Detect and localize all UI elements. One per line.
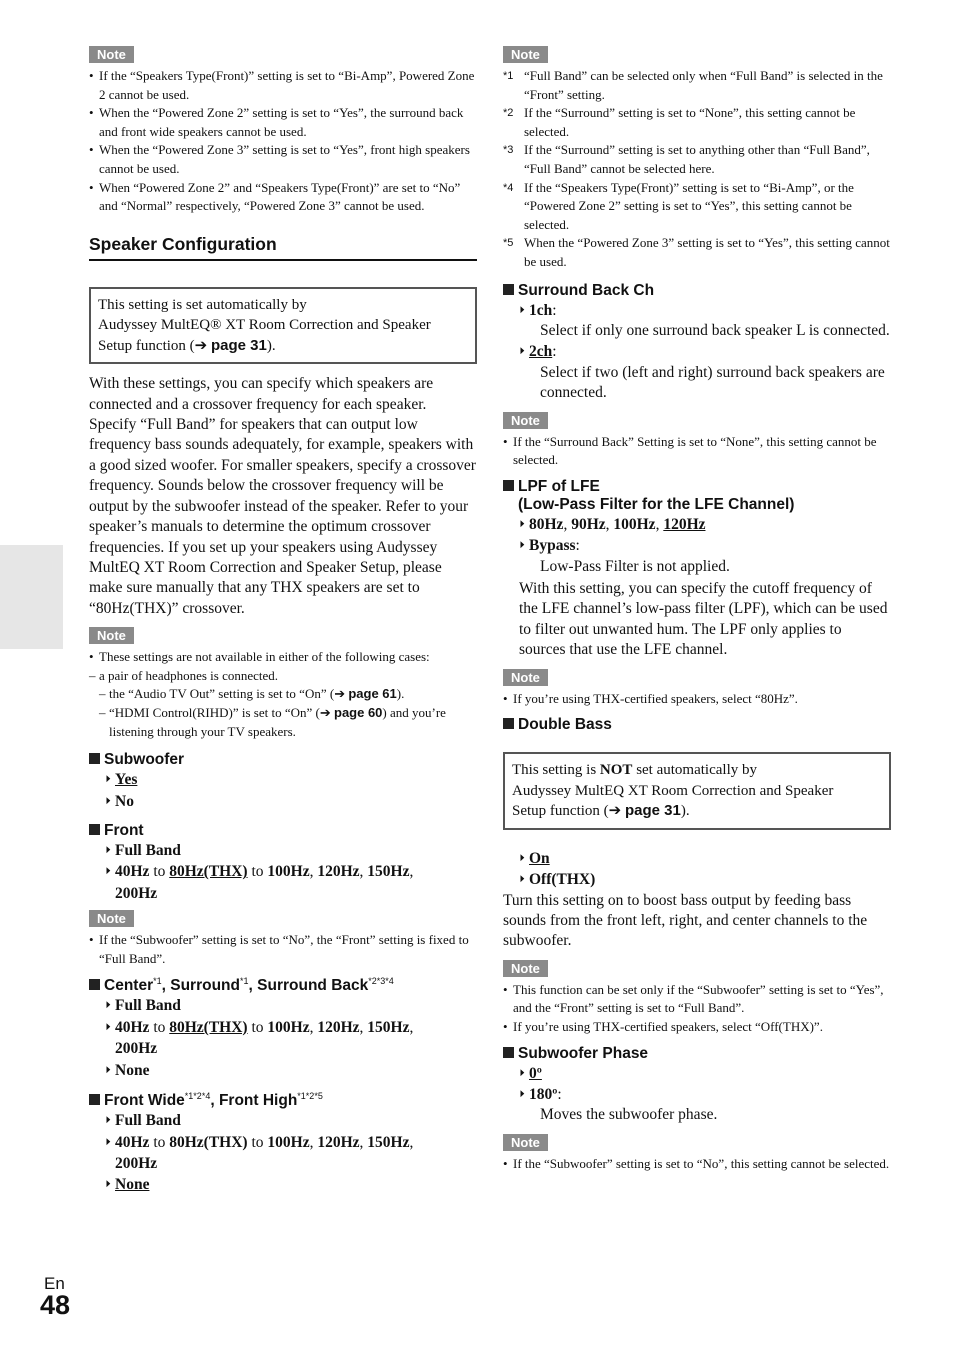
option-label: None bbox=[115, 1061, 150, 1079]
note-list bbox=[89, 931, 477, 968]
option-label: On bbox=[529, 849, 550, 867]
footnote-item bbox=[503, 67, 891, 104]
case-text: “HDMI Control(RIHD)” is set to “On” ( bbox=[109, 704, 320, 720]
box-text: Setup function ( bbox=[98, 337, 195, 354]
footnote-marker: *2 bbox=[503, 107, 514, 120]
box-line bbox=[512, 801, 883, 822]
box-text: This setting is bbox=[512, 762, 600, 779]
lpf-description: With this setting, you can specify the cutoff frequency of the LFE channel’s low-pass filter (LPF), which can be used to filter out unwanted hum. The LPF only applies to sources that use the LFE channel. bbox=[519, 579, 888, 659]
note-item: • These settings are not available in either of the following cases: bbox=[89, 648, 477, 667]
option-label: 200Hz bbox=[115, 1040, 158, 1058]
option-label: 40Hz bbox=[115, 1133, 150, 1151]
note-label: Note bbox=[89, 627, 134, 644]
footnote-item bbox=[503, 104, 891, 141]
heading-text: Surround bbox=[170, 977, 240, 995]
page-reference-link[interactable]: page 31 bbox=[210, 336, 267, 354]
note-item: • This function can be set only if the “Subwoofer” setting is set to “Yes”, and the “Front” setting is set to “Full Band”. bbox=[503, 981, 891, 1018]
option-full-band bbox=[89, 840, 477, 861]
option-180-degrees: ▶ 180º: bbox=[503, 1084, 891, 1105]
page-reference-link[interactable]: page 60 bbox=[334, 704, 383, 720]
option-frequency-range: ▶ 40Hz to 80Hz(THX) to 100Hz, 120Hz, 150Hz, 200Hz bbox=[89, 1017, 477, 1060]
option-label: 100Hz bbox=[613, 515, 656, 533]
square-bullet-icon bbox=[503, 284, 514, 295]
note-list bbox=[503, 690, 891, 709]
option-off-thx bbox=[503, 869, 891, 890]
option-label: 200Hz bbox=[115, 884, 158, 902]
option-label: 100Hz bbox=[267, 1018, 310, 1036]
option-on bbox=[503, 848, 891, 869]
option-description: Select if two (left and right) surround back speakers are connected. bbox=[540, 363, 885, 402]
double-bass-description: Turn this setting on to boost bass output by feeding bass sounds from the front left, right, and center channels to the subwoofer. bbox=[503, 891, 868, 950]
note-list bbox=[503, 981, 891, 1037]
note-list bbox=[503, 1155, 891, 1174]
option-connector: to bbox=[251, 1133, 264, 1151]
footnote-list bbox=[503, 67, 891, 272]
note-label: Note bbox=[89, 910, 134, 927]
page-language: En bbox=[44, 1274, 65, 1293]
auto-setting-box bbox=[89, 287, 477, 365]
footnote-item bbox=[503, 141, 891, 178]
option-frequency-range: ▶ 40Hz to 80Hz(THX) to 100Hz, 120Hz, 150Hz, 200Hz bbox=[89, 861, 477, 904]
case-text: the “Audio TV Out” setting is set to “On” ( bbox=[109, 686, 335, 702]
option-label: 80Hz(THX) bbox=[169, 863, 248, 881]
note-case: – a pair of headphones is connected. bbox=[89, 667, 477, 686]
option-connector: to bbox=[153, 1018, 166, 1036]
heading-text: Surround Back bbox=[257, 977, 369, 995]
front-heading bbox=[89, 822, 477, 840]
footnote-marker: *1 bbox=[240, 976, 249, 987]
footnote-marker: *4 bbox=[503, 181, 514, 194]
subwoofer-phase-heading bbox=[503, 1045, 891, 1063]
option-connector: to bbox=[153, 1133, 166, 1151]
square-bullet-icon bbox=[89, 753, 100, 764]
option-label: 150Hz bbox=[367, 863, 410, 881]
note-label: Note bbox=[89, 46, 134, 63]
page-reference-link[interactable]: page 31 bbox=[624, 802, 681, 820]
footnote-marker: *3 bbox=[503, 144, 514, 157]
heading-text: Double Bass bbox=[518, 716, 612, 734]
option-frequency-list: ▶ 80Hz, 90Hz, 100Hz, 120Hz bbox=[503, 514, 891, 535]
box-text: Setup function ( bbox=[512, 803, 609, 820]
note-case bbox=[89, 685, 477, 704]
footnote-marker: *1*2*4 bbox=[184, 1091, 211, 1102]
box-emphasis: NOT bbox=[599, 762, 633, 779]
footnote-marker: *1 bbox=[153, 976, 162, 987]
note-item: • If you’re using THX-certified speakers, select “Off(THX)”. bbox=[503, 1018, 891, 1037]
side-tab bbox=[0, 545, 63, 649]
option-label: Yes bbox=[115, 771, 138, 789]
double-bass-heading bbox=[503, 716, 891, 734]
option-label: 40Hz bbox=[115, 1018, 150, 1036]
option-label: 100Hz bbox=[267, 1133, 310, 1151]
option-label: 180º bbox=[529, 1085, 558, 1103]
footnote-marker: *2*3*4 bbox=[368, 976, 394, 987]
footnote-text: If the “Surround” setting is set to “None”, this setting cannot be selected. bbox=[524, 105, 856, 139]
option-connector: to bbox=[251, 1018, 264, 1036]
option-none bbox=[89, 1174, 477, 1195]
box-line: This setting is set automatically by bbox=[98, 296, 307, 313]
option-description: Select if only one surround back speaker L is connected. bbox=[540, 321, 890, 339]
square-bullet-icon bbox=[89, 824, 100, 835]
footnote-text: If the “Surround” setting is set to anything other than “Full Band”, “Full Band” cannot be selected here. bbox=[524, 142, 870, 176]
note-cases bbox=[89, 667, 477, 741]
front-wide-heading: Front Wide$^{*1*2*4}$, Front High$^{*1*2*5}$ bbox=[89, 1091, 477, 1110]
footnote-item bbox=[503, 234, 891, 271]
page-number: 48 bbox=[40, 1290, 71, 1320]
note-list bbox=[503, 433, 891, 470]
description-paragraph: With these settings, you can specify which speakers are connected and a crossover frequency for each speaker. Specify “Full Band” for speakers that can output low frequency bass sounds adequately, for example, speakers with a good sized woofer. For smaller speakers, specify a crossover frequency. Sounds below the crossover frequency will be output by the subwoofer instead of the speaker. Refer to your speaker’s manuals to determine the optimum crossover frequencies. If you set up your speakers using Audyssey MultEQ XT Room Correction and Speaker Setup, please make sure manually that any THX speakers are set to “80Hz(THX)” crossover. bbox=[89, 375, 476, 617]
heading-text: Front High bbox=[218, 1092, 298, 1110]
box-text: ). bbox=[266, 337, 276, 354]
heading-text: Subwoofer Phase bbox=[518, 1044, 649, 1062]
note-item: • If the “Speakers Type(Front)” setting is set to “Bi-Amp”, Powered Zone 2 cannot be used. bbox=[89, 67, 477, 104]
option-full-band bbox=[89, 1110, 477, 1131]
footnote-item bbox=[503, 179, 891, 235]
square-bullet-icon bbox=[503, 1047, 514, 1058]
surround-back-ch-heading bbox=[503, 282, 891, 300]
box-text: set automatically by bbox=[632, 762, 757, 779]
option-label: 90Hz bbox=[571, 515, 606, 533]
option-2ch: ▶ 2ch: bbox=[503, 341, 891, 362]
case-text: ) and you’re listening through your TV speakers. bbox=[109, 704, 446, 739]
footnote-text: “Full Band” can be selected only when “Full Band” is selected in the “Front” setting. bbox=[524, 68, 883, 102]
option-label: 1ch bbox=[529, 301, 553, 319]
heading-text: Center bbox=[104, 977, 154, 995]
note-label: Note bbox=[503, 1134, 548, 1151]
heading-text: Subwoofer bbox=[104, 751, 185, 769]
note-item: • When the “Powered Zone 3” setting is set to “Yes”, front high speakers cannot be used. bbox=[89, 141, 477, 178]
option-label: 80Hz bbox=[529, 515, 564, 533]
option-label: 80Hz(THX) bbox=[169, 1133, 248, 1151]
option-connector: to bbox=[251, 863, 264, 881]
option-label: Full Band bbox=[115, 1112, 181, 1130]
option-none bbox=[89, 1060, 477, 1081]
option-connector: to bbox=[153, 863, 166, 881]
option-description: Low-Pass Filter is not applied. bbox=[540, 557, 730, 575]
lpf-heading bbox=[503, 478, 891, 496]
heading-text: LPF of LFE bbox=[518, 477, 600, 495]
note-item: • If you’re using THX-certified speakers, select “80Hz”. bbox=[503, 690, 891, 709]
note-item: • If the “Subwoofer” setting is set to “No”, this setting cannot be selected. bbox=[503, 1155, 891, 1174]
option-full-band bbox=[89, 995, 477, 1016]
arrow-icon: ➔ bbox=[608, 802, 622, 820]
section-title: Speaker Configuration bbox=[89, 234, 477, 261]
footnote-marker: *5 bbox=[503, 237, 514, 250]
note-label: Note bbox=[503, 412, 548, 429]
box-line bbox=[512, 760, 883, 781]
option-0-degrees bbox=[503, 1063, 891, 1084]
center-surround-heading: Center$^{*1}$, Surround$^{*1}$, Surround Back$^{*2*3*4}$ bbox=[89, 976, 477, 995]
right-column bbox=[503, 44, 891, 1179]
arrow-icon: ➔ bbox=[334, 686, 346, 702]
square-bullet-icon bbox=[503, 480, 514, 491]
footnote-marker: *1 bbox=[503, 70, 514, 82]
lpf-subheading: (Low-Pass Filter for the LFE Channel) bbox=[518, 495, 795, 513]
subwoofer-heading bbox=[89, 751, 477, 769]
note-item: • When the “Powered Zone 2” setting is set to “Yes”, the surround back and front wide speakers cannot be used. bbox=[89, 104, 477, 141]
square-bullet-icon bbox=[503, 718, 514, 729]
option-label: 200Hz bbox=[115, 1155, 158, 1173]
option-frequency-range: ▶ 40Hz to 80Hz(THX) to 100Hz, 120Hz, 150Hz, 200Hz bbox=[89, 1132, 477, 1175]
option-label: 120Hz bbox=[317, 1018, 360, 1036]
note-list bbox=[89, 67, 477, 216]
option-label: 40Hz bbox=[115, 863, 150, 881]
box-line bbox=[98, 336, 469, 357]
footnote-text: When the “Powered Zone 3” setting is set to “Yes”, this setting cannot be used. bbox=[524, 235, 890, 269]
option-label: None bbox=[115, 1176, 150, 1194]
option-label: Full Band bbox=[115, 841, 181, 859]
option-label: 150Hz bbox=[367, 1018, 410, 1036]
heading-text: Surround Back Ch bbox=[518, 281, 655, 299]
arrow-icon: ➔ bbox=[194, 336, 208, 354]
box-text: ). bbox=[680, 803, 690, 820]
option-label: 150Hz bbox=[367, 1133, 410, 1151]
option-label: 120Hz bbox=[663, 515, 706, 533]
manual-setting-box bbox=[503, 752, 891, 830]
footnote-text: If the “Speakers Type(Front)” setting is set to “Bi-Amp”, or the “Powered Zone 2” setting is set to “Yes”, this setting cannot be selected. bbox=[524, 179, 854, 232]
option-label: Bypass bbox=[529, 537, 576, 555]
option-label: 0º bbox=[529, 1064, 542, 1082]
left-column bbox=[89, 44, 477, 1196]
box-line: Audyssey MultEQ® XT Room Correction and Speaker bbox=[98, 317, 431, 334]
note-label: Note bbox=[503, 960, 548, 977]
heading-text: Front Wide bbox=[104, 1092, 185, 1110]
option-bypass: ▶ Bypass: bbox=[503, 535, 891, 556]
square-bullet-icon bbox=[89, 1094, 100, 1105]
square-bullet-icon bbox=[89, 979, 100, 990]
option-label: 120Hz bbox=[317, 863, 360, 881]
option-description: Moves the subwoofer phase. bbox=[540, 1106, 718, 1124]
option-no bbox=[89, 791, 477, 812]
case-text: ). bbox=[396, 686, 405, 702]
note-item: • If the “Subwoofer” setting is set to “No”, the “Front” setting is fixed to “Full Band”. bbox=[89, 931, 477, 968]
note-list bbox=[89, 648, 477, 667]
note-label: Note bbox=[503, 669, 548, 686]
note-item: • When “Powered Zone 2” and “Speakers Type(Front)” are set to “No” and “Normal” respectively, “Powered Zone 3” cannot be used. bbox=[89, 179, 477, 216]
option-label: Off(THX) bbox=[529, 871, 596, 889]
note-case bbox=[89, 704, 477, 741]
option-label: 100Hz bbox=[267, 863, 310, 881]
option-yes bbox=[89, 769, 477, 790]
option-label: Full Band bbox=[115, 997, 181, 1015]
heading-text: Front bbox=[104, 821, 144, 839]
option-label: 120Hz bbox=[317, 1133, 360, 1151]
footnote-marker: *1*2*5 bbox=[297, 1091, 323, 1102]
option-1ch: ▶ 1ch: bbox=[503, 300, 891, 321]
page-reference-link[interactable]: page 61 bbox=[348, 686, 397, 702]
box-line: Audyssey MultEQ XT Room Correction and Speaker bbox=[512, 782, 834, 799]
option-label: 2ch bbox=[529, 343, 553, 361]
note-item: • If the “Surround Back” Setting is set to “None”, this setting cannot be selected. bbox=[503, 433, 891, 470]
arrow-icon: ➔ bbox=[319, 704, 331, 720]
note-label: Note bbox=[503, 46, 548, 63]
option-label: No bbox=[115, 792, 134, 810]
option-label: 80Hz(THX) bbox=[169, 1018, 248, 1036]
